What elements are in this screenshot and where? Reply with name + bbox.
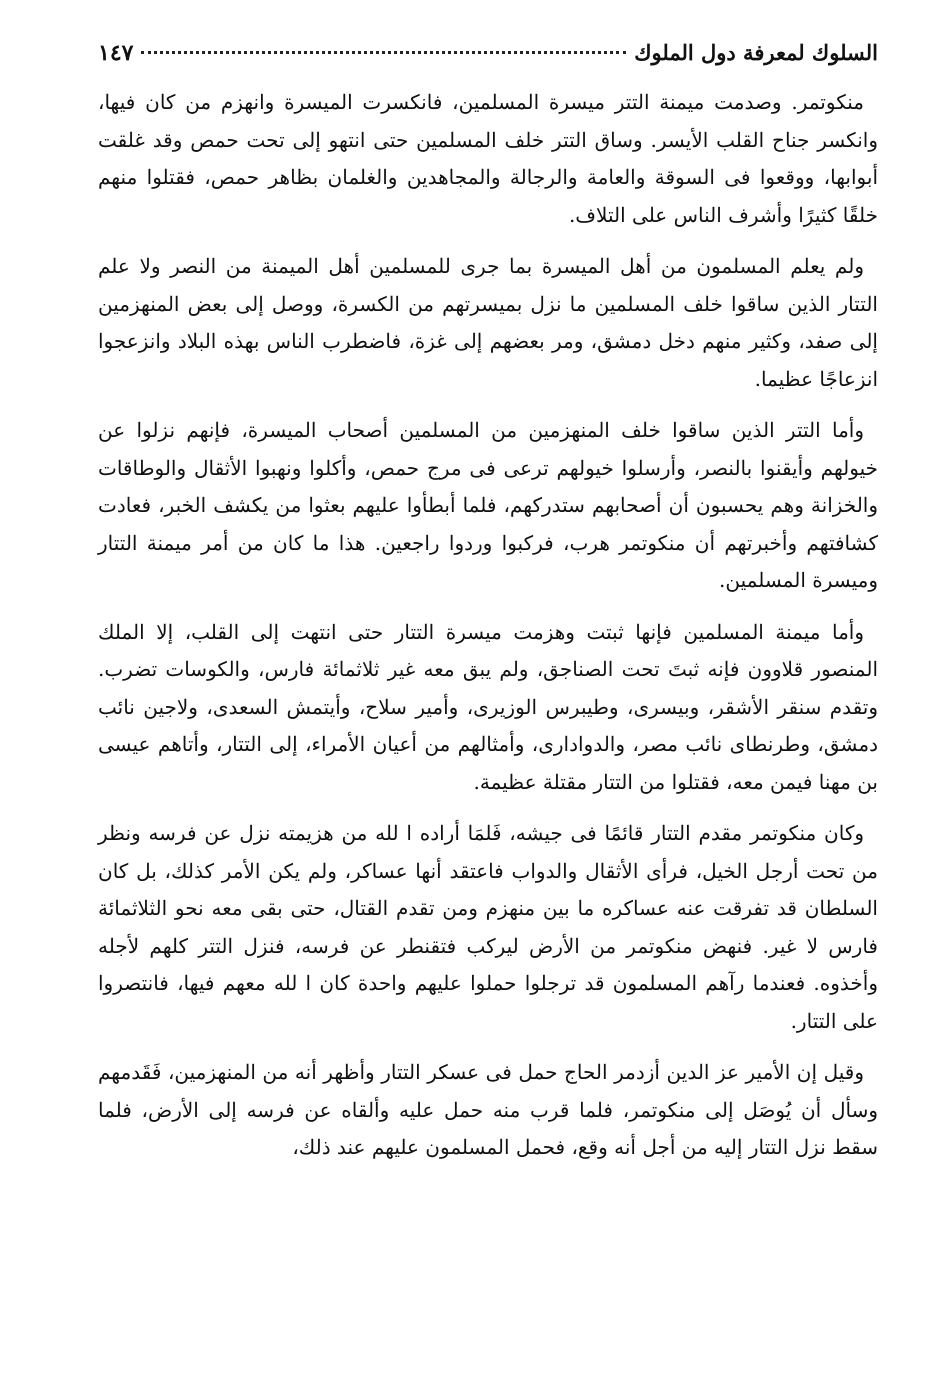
paragraph: وأما ميمنة المسلمين فإنها ثبتت وهزمت ميسرة التتار حتى انتهت إلى القلب، إلا الملك المنصور قلاوون فإنه ثبتَ تحت الصناجق، ولم يبق معه غير ثلاثمائة فارس، والكوسات تضرب. وتقدم سنقر الأشقر، وبيسرى، وطيبرس الوزيرى، وأمير سلاح، وأيتمش السعدى، ولاجين نائب دمشق، وطرنطاى نائب مصر، والدوادارى، وأمثالهم من أعيان الأمراء، إلى التتار، وأتاهم عيسى بن مهنا فيمن معه، فقتلوا من التتار مقتلة عظيمة.: [98, 619, 878, 794]
paragraph: وكان منكوتمر مقدم التتار قائمًا فى جيشه، فَلمَا أراده ا لله من هزيمته نزل عن فرسه ونظر من تحت أرجل الخيل، فرأى الأثقال والدواب فاعتقد أنها عساكر، ولم يكن الأمر كذلك، بل كان السلطان قد تفرقت عنه عساكره ما بين منهزم ومن تقدم القتال، حتى بقى معه نحو الثلاثمائة فارس لا غير. فنهض منكوتمر من الأرض ليركب فتقنطر عن فرسه، فنزل التتر كلهم لأجله وأخذوه. فعندما رآهم المسلمون قد ترجلوا حملوا عليهم واحدة كان ا لله معهم فيها، فانتصروا على التتار.: [98, 821, 878, 1033]
dot-leader: [141, 51, 626, 54]
text-body: [98, 84, 878, 1167]
running-header: [98, 40, 878, 84]
book-page: [98, 40, 878, 1167]
paragraph: منكوتمر. وصدمت ميمنة التتر ميسرة المسلمين، فانكسرت الميسرة وانهزم من كان فيها، وانكسر جناح القلب الأيسر. وساق التتر خلف المسلمين حتى انتهو إلى تحت حمص وقد غلقت أبوابها، ووقعوا فى السوقة والعامة والرجالة والمجاهدين والغلمان بظاهر حمص، فقتلوا منهم خلقًا كثيرًا وأشرف الناس على التلاف.: [98, 90, 879, 227]
page-number: ١٤٧: [98, 40, 134, 66]
paragraph: وأما التتر الذين ساقوا خلف المنهزمين من المسلمين أصحاب الميسرة، فإنهم نزلوا عن خيولهم وأيقنوا بالنصر، وأرسلوا خيولهم ترعى فى مرج حمص، وأكلوا ونهبوا الأثقال والوطاقات والخزانة وهم يحسبون أن أصحابهم ستدركهم، فلما أبطأوا عليهم بعثوا من يكشف الخبر، فعادت كشافتهم وأخبرتهم أن منكوتمر هرب، فركبوا وردوا راجعين. هذا ما كان من أمر ميمنة التتار وميسرة المسلمين.: [98, 418, 878, 592]
book-title: السلوك لمعرفة دول الملوك: [634, 40, 878, 65]
paragraph: ولم يعلم المسلمون من أهل الميسرة بما جرى للمسلمين أهل الميمنة من النصر ولا علم التتار الذين ساقوا خلف المسلمين ما نزل بميسرتهم من الكسرة، ووصل إلى بعض المنهزمين إلى صفد، وكثير منهم دخل دمشق، ومر بعضهم إلى غزة، فاضطرب الناس بهذه البلاد وانزعجوا انزعاجًا عظيما.: [98, 254, 878, 391]
paragraph: وقيل إن الأمير عز الدين أزدمر الحاج حمل فى عسكر التتار وأظهر أنه من المنهزمين، فَقَدمهم وسأل أن يُوصَل إلى منكوتمر، فلما قرب منه حمل عليه وألقاه عن فرسه إلى الأرض، فلما سقط نزل التتار إليه من أجل أنه وقع، فحمل المسلمون عليهم عند ذلك،: [98, 1060, 878, 1159]
